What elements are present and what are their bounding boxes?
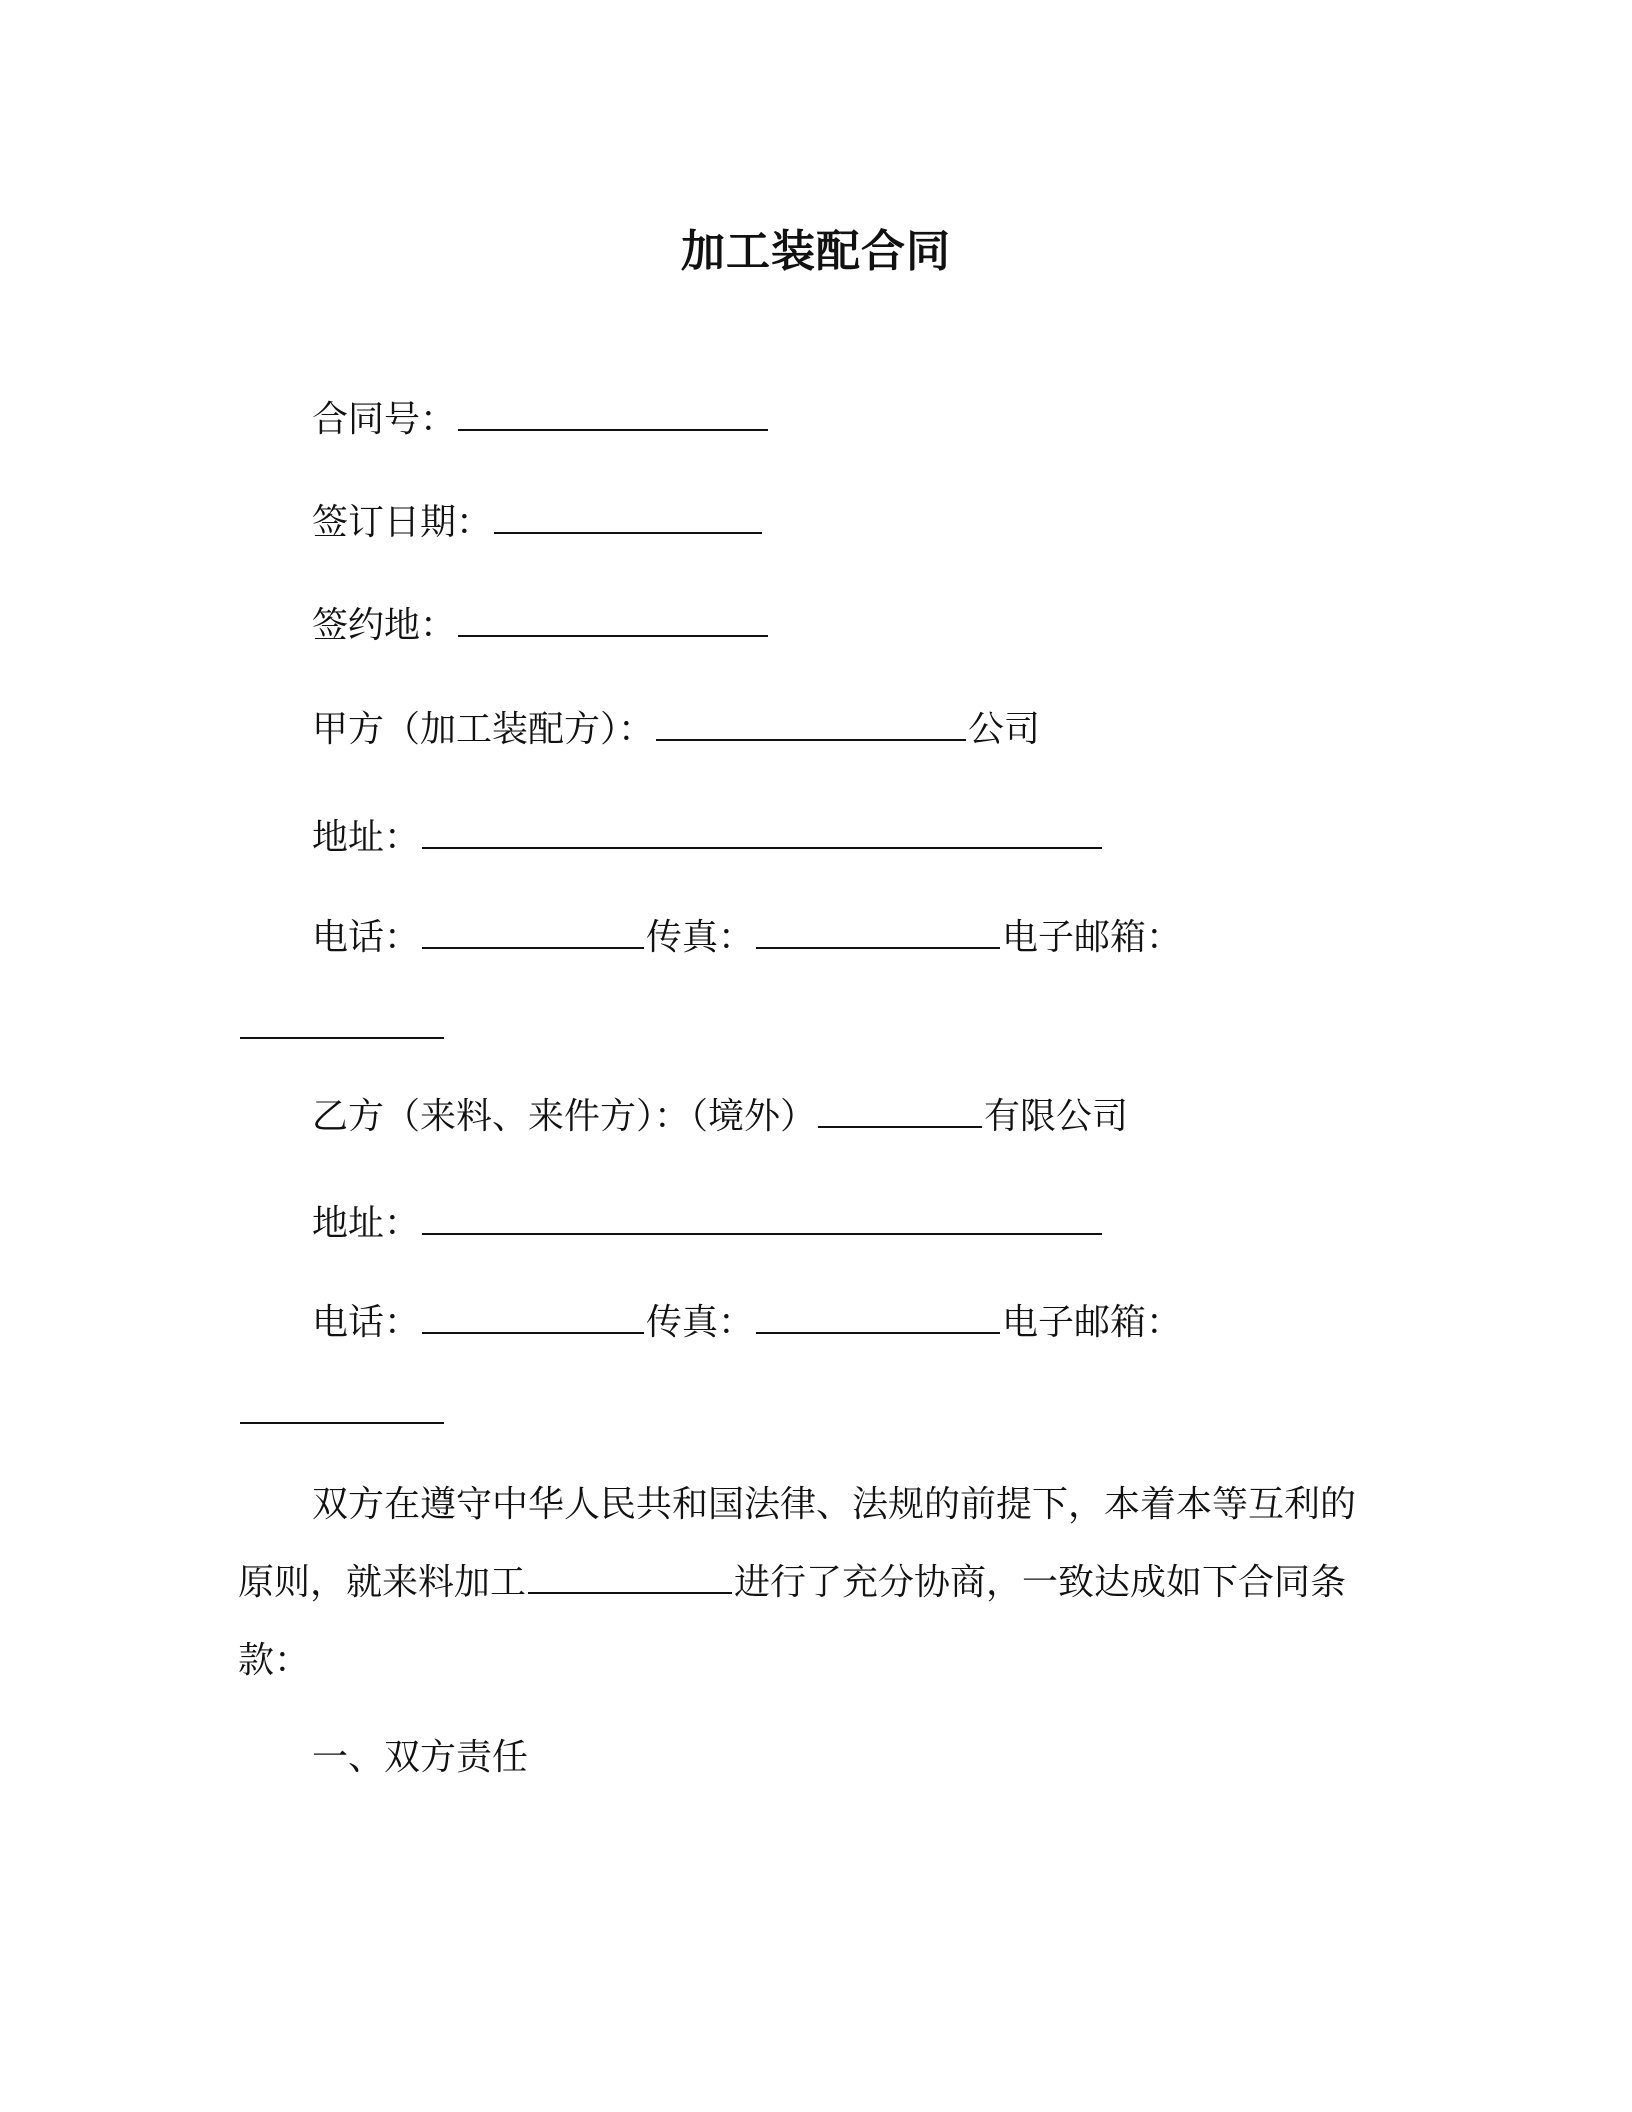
preamble-paragraph (238, 1466, 1388, 1700)
party-a-address-label: 地址： (312, 817, 421, 858)
preamble-part1: 双方在遵守中华人民共和国法律、法规的前提下，本着本等互利的原则，就来料加工 (238, 1484, 1357, 1603)
party-a-phone-blank[interactable] (422, 917, 644, 949)
party-a-email-line (238, 1003, 446, 1053)
party-a-address-line (312, 813, 1104, 863)
party-b-name-blank[interactable] (818, 1096, 982, 1128)
party-a-label: 甲方（加工装配方）： (312, 709, 655, 750)
party-a-phone-label: 电话： (312, 917, 421, 958)
document-title: 加工装配合同 (681, 226, 951, 277)
party-b-address-label: 地址： (312, 1203, 421, 1244)
party-a-contact-line (312, 913, 1182, 963)
section-1-title: 一、双方责任 (312, 1737, 529, 1778)
party-b-address-blank[interactable] (422, 1203, 1102, 1235)
party-b-label: 乙方（来料、来件方）：（境外） (312, 1096, 817, 1137)
party-b-company-suffix: 有限公司 (984, 1096, 1129, 1137)
sign-date-blank[interactable] (494, 502, 762, 534)
contract-number-line (312, 395, 770, 445)
party-b-line (312, 1092, 1128, 1142)
contract-number-blank[interactable] (458, 399, 768, 431)
party-a-line (312, 705, 1040, 755)
party-b-address-line (312, 1199, 1104, 1249)
party-a-fax-blank[interactable] (756, 917, 1000, 949)
party-b-fax-blank[interactable] (756, 1302, 1000, 1334)
processing-item-blank[interactable] (528, 1562, 732, 1594)
party-a-name-blank[interactable] (656, 709, 966, 741)
contract-number-label: 合同号： (312, 399, 457, 440)
party-b-contact-line (312, 1298, 1182, 1348)
party-a-email-label: 电子邮箱： (1002, 917, 1183, 958)
sign-place-label: 签约地： (312, 605, 457, 646)
preamble-part2: 进行了充分协商，一致达成如下合同条款： (238, 1562, 1347, 1681)
sign-date-label: 签订日期： (312, 502, 493, 543)
party-b-phone-label: 电话： (312, 1302, 421, 1343)
party-b-fax-label: 传真： (646, 1302, 755, 1343)
party-a-company-suffix: 公司 (968, 709, 1041, 750)
sign-place-blank[interactable] (458, 605, 768, 637)
sign-place-line (312, 601, 770, 651)
party-b-email-blank[interactable] (240, 1392, 444, 1424)
party-b-phone-blank[interactable] (422, 1302, 644, 1334)
party-a-address-blank[interactable] (422, 817, 1102, 849)
party-a-fax-label: 传真： (646, 917, 755, 958)
party-b-email-line (238, 1388, 446, 1438)
party-a-email-blank[interactable] (240, 1007, 444, 1039)
party-b-email-label: 电子邮箱： (1002, 1302, 1183, 1343)
sign-date-line (312, 498, 764, 548)
